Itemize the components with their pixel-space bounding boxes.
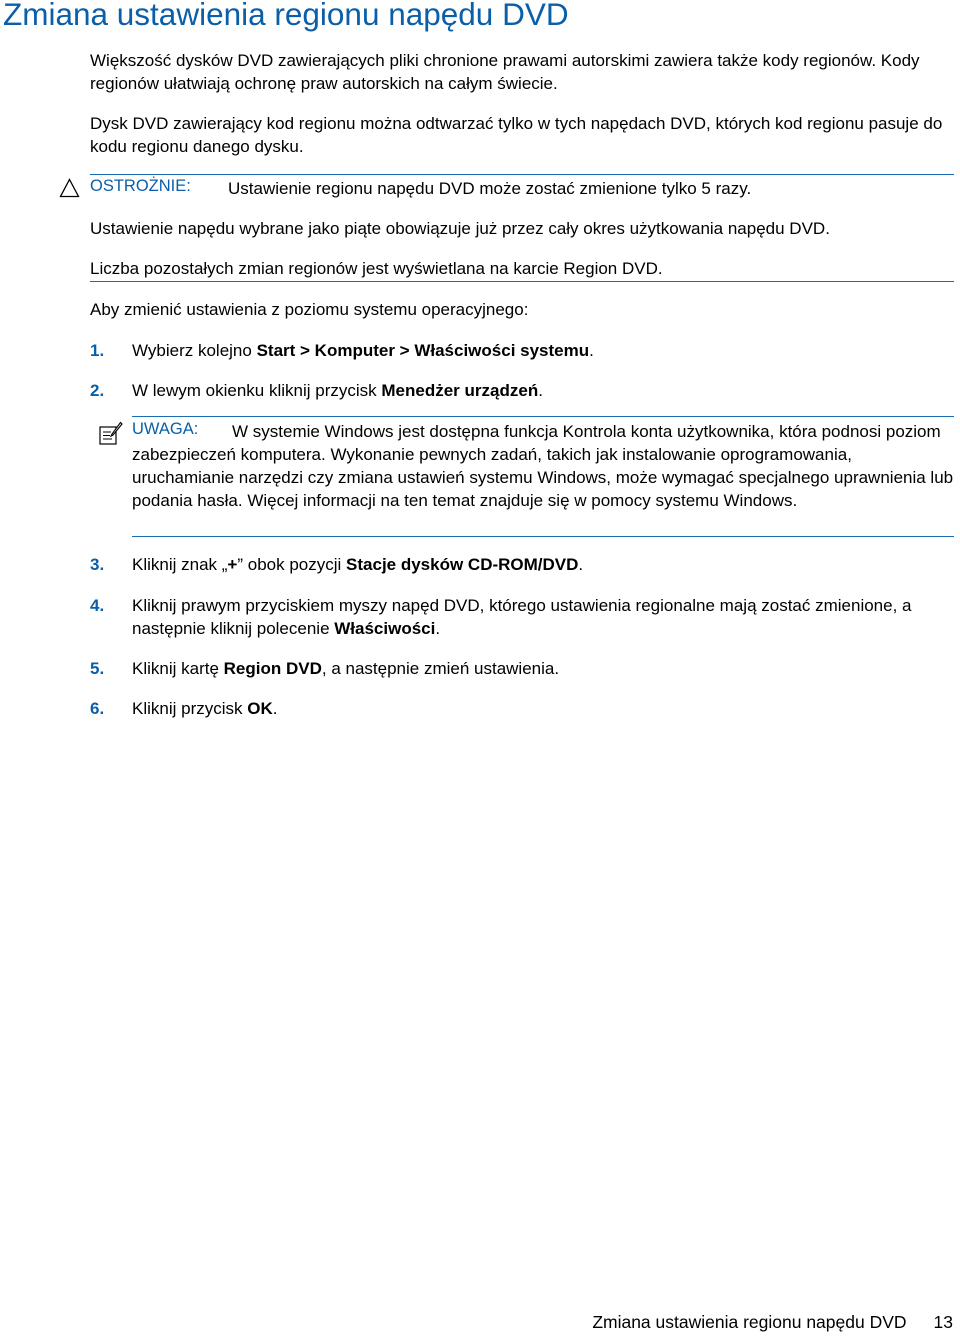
step-number: 5. xyxy=(90,659,105,678)
warning-triangle-icon xyxy=(59,178,80,198)
note-bottom-rule xyxy=(132,536,954,537)
step-number: 3. xyxy=(90,555,105,574)
note-label: UWAGA: xyxy=(132,420,199,438)
caution-top-rule xyxy=(90,174,954,175)
intro-paragraph-2: Dysk DVD zawierający kod regionu można odtwarzać tylko w tych napędach DVD, których kod regionu pasuje do kodu regionu danego dysku. xyxy=(90,114,943,156)
caution-line-2: Ustawienie napędu wybrane jako piąte obowiązuje już przez cały okres użytkowania napędu DVD. xyxy=(90,219,830,238)
caution-line-1: Ustawienie regionu napędu DVD może zostać zmienione tylko 5 razy. xyxy=(228,179,752,198)
caution-bottom-rule xyxy=(90,281,954,282)
intro-paragraph-1: Większość dysków DVD zawierających pliki chronione prawami autorskimi zawiera także kody regionów. Kody regionów ułatwiają ochronę praw autorskich na całym świecie. xyxy=(90,51,920,93)
page-footer xyxy=(592,1312,953,1333)
note-pencil-icon xyxy=(97,421,123,447)
page-number: 13 xyxy=(933,1312,953,1332)
caution-line-3: Liczba pozostałych zmian regionów jest wyświetlana na karcie Region DVD. xyxy=(90,259,663,278)
lead-paragraph: Aby zmienić ustawienia z poziomu systemu operacyjnego: xyxy=(90,300,529,319)
step-number: 2. xyxy=(90,381,105,400)
footer-section-title: Zmiana ustawienia regionu napędu DVD xyxy=(592,1312,907,1332)
note-text: W systemie Windows jest dostępna funkcja Kontrola konta użytkownika, która podnosi poziom zabezpieczeń komputera. Wykonanie pewnych zadań, takich jak instalowanie oprogramowania, uruchamianie narzędzi czy zmiana ustawień systemu Windows, może wymagać specjalnego uprawnienia lub podania hasła. Więcej informacji na ten temat znajduje się w pomocy systemu Windows. xyxy=(132,422,954,510)
note-top-rule xyxy=(132,416,954,417)
caution-label: OSTROŻNIE: xyxy=(90,177,191,195)
page-title: Zmiana ustawienia regionu napędu DVD xyxy=(3,0,569,32)
step-number: 4. xyxy=(90,596,105,615)
step-number: 1. xyxy=(90,341,105,360)
step-number: 6. xyxy=(90,699,105,718)
